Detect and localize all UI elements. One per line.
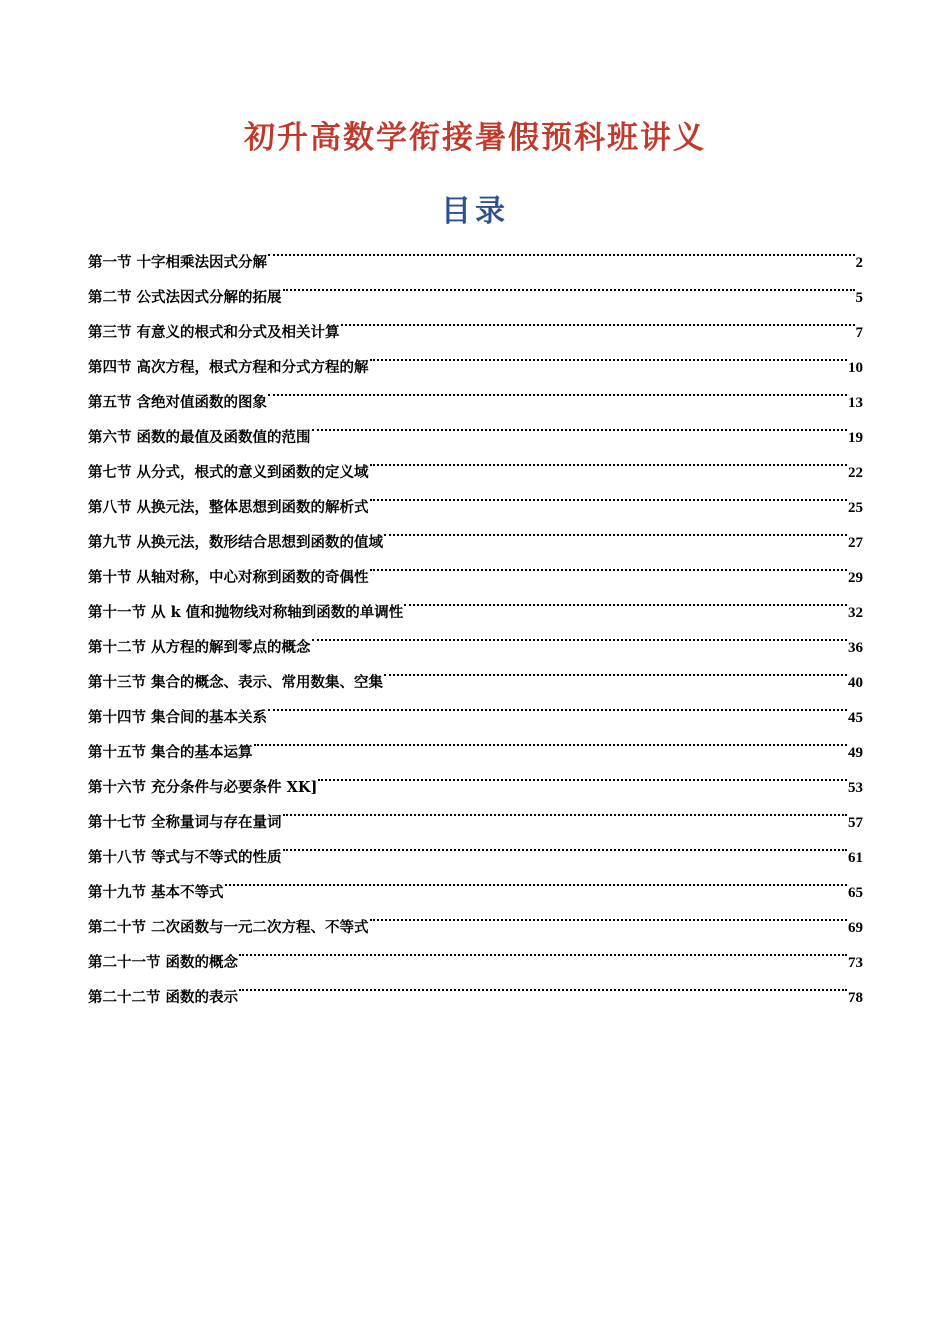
toc-entry-label: 第九节 从换元法，数形结合思想到函数的值域 xyxy=(88,534,384,551)
toc-leader-dots xyxy=(239,932,847,967)
toc-entry-page-number: 45 xyxy=(848,710,863,726)
toc-entry-label: 第六节 函数的最值及函数值的范围 xyxy=(88,429,311,446)
toc-leader-dots xyxy=(268,372,847,407)
toc-entry-label: 第二十一节 函数的概念 xyxy=(88,954,239,971)
toc-entry-label: 第二十节 二次函数与一元二次方程、不等式 xyxy=(88,919,369,936)
toc-entry-page-number: 27 xyxy=(848,535,863,551)
toc-entry-label: 第十六节 充分条件与必要条件 XK] xyxy=(88,779,318,796)
toc-leader-dots xyxy=(254,722,847,757)
toc-entry-page-number: 19 xyxy=(848,430,863,446)
toc-leader-dots xyxy=(384,652,847,687)
toc-entry-page-number: 61 xyxy=(848,850,863,866)
toc-entry-page-number: 49 xyxy=(848,745,863,761)
toc-entry-label: 第一节 十字相乘法因式分解 xyxy=(88,254,268,271)
toc-entry-page-number: 29 xyxy=(848,570,863,586)
toc-entry-label: 第四节 高次方程，根式方程和分式方程的解 xyxy=(88,359,369,376)
toc-entry-page-number: 32 xyxy=(848,605,863,621)
toc-entry-label: 第十五节 集合的基本运算 xyxy=(88,744,253,761)
toc-leader-dots xyxy=(283,792,847,827)
toc-leader-dots xyxy=(318,757,847,792)
toc-heading: 目录 xyxy=(441,194,509,229)
toc-leader-dots xyxy=(370,477,847,512)
toc-entry-page-number: 2 xyxy=(855,255,863,271)
toc-entry-page-number: 65 xyxy=(848,885,863,901)
toc-entry-label: 第十八节 等式与不等式的性质 xyxy=(88,849,282,866)
toc-entry-label: 第三节 有意义的根式和分式及相关计算 xyxy=(88,324,340,341)
toc-entry-label: 第五节 含绝对值函数的图象 xyxy=(88,394,268,411)
toc-entry-page-number: 57 xyxy=(848,815,863,831)
toc-leader-dots xyxy=(283,267,855,302)
toc-leader-dots xyxy=(312,407,847,442)
toc-entry-label: 第二十二节 函数的表示 xyxy=(88,989,239,1006)
toc-leader-dots xyxy=(370,442,847,477)
toc-entry-label: 第十三节 集合的概念、表示、常用数集、空集 xyxy=(88,674,384,691)
toc-entry-label: 第十一节 从 k 值和抛物线对称轴到函数的单调性 xyxy=(88,604,404,621)
toc-entry-page-number: 22 xyxy=(848,465,863,481)
toc-entry-label: 第二节 公式法因式分解的拓展 xyxy=(88,289,282,306)
toc-entry-page-number: 69 xyxy=(848,920,863,936)
toc-entry-label: 第十七节 全称量词与存在量词 xyxy=(88,814,282,831)
toc-leader-dots xyxy=(370,547,847,582)
toc-entry-page-number: 13 xyxy=(848,395,863,411)
toc-entry-page-number: 10 xyxy=(848,360,863,376)
toc-entry-label: 第七节 从分式，根式的意义到函数的定义域 xyxy=(88,464,369,481)
table-of-contents xyxy=(88,232,863,1006)
toc-leader-dots xyxy=(239,967,847,1002)
toc-entry-page-number: 53 xyxy=(848,780,863,796)
toc-entry-page-number: 73 xyxy=(848,955,863,971)
toc-leader-dots xyxy=(268,232,854,267)
document-title: 初升高数学衔接暑假预科班讲义 xyxy=(244,120,706,156)
toc-entry-page-number: 5 xyxy=(855,290,863,306)
toc-entry-page-number: 78 xyxy=(848,990,863,1006)
toc-entry-1[interactable] xyxy=(88,232,863,271)
toc-leader-dots xyxy=(404,582,847,617)
toc-entry-page-number: 36 xyxy=(848,640,863,656)
toc-leader-dots xyxy=(370,337,847,372)
toc-leader-dots xyxy=(341,302,855,337)
toc-leader-dots xyxy=(312,617,847,652)
toc-entry-label: 第十节 从轴对称，中心对称到函数的奇偶性 xyxy=(88,569,369,586)
toc-entry-page-number: 7 xyxy=(855,325,863,341)
toc-leader-dots xyxy=(225,862,847,897)
toc-entry-label: 第十九节 基本不等式 xyxy=(88,884,224,901)
toc-entry-label: 第十二节 从方程的解到零点的概念 xyxy=(88,639,311,656)
toc-entry-page-number: 40 xyxy=(848,675,863,691)
toc-entry-label: 第八节 从换元法，整体思想到函数的解析式 xyxy=(88,499,369,516)
toc-entry-label: 第十四节 集合间的基本关系 xyxy=(88,709,268,726)
toc-leader-dots xyxy=(283,827,847,862)
toc-entry-page-number: 25 xyxy=(848,500,863,516)
toc-leader-dots xyxy=(268,687,847,722)
toc-leader-dots xyxy=(384,512,847,547)
toc-leader-dots xyxy=(370,897,847,932)
